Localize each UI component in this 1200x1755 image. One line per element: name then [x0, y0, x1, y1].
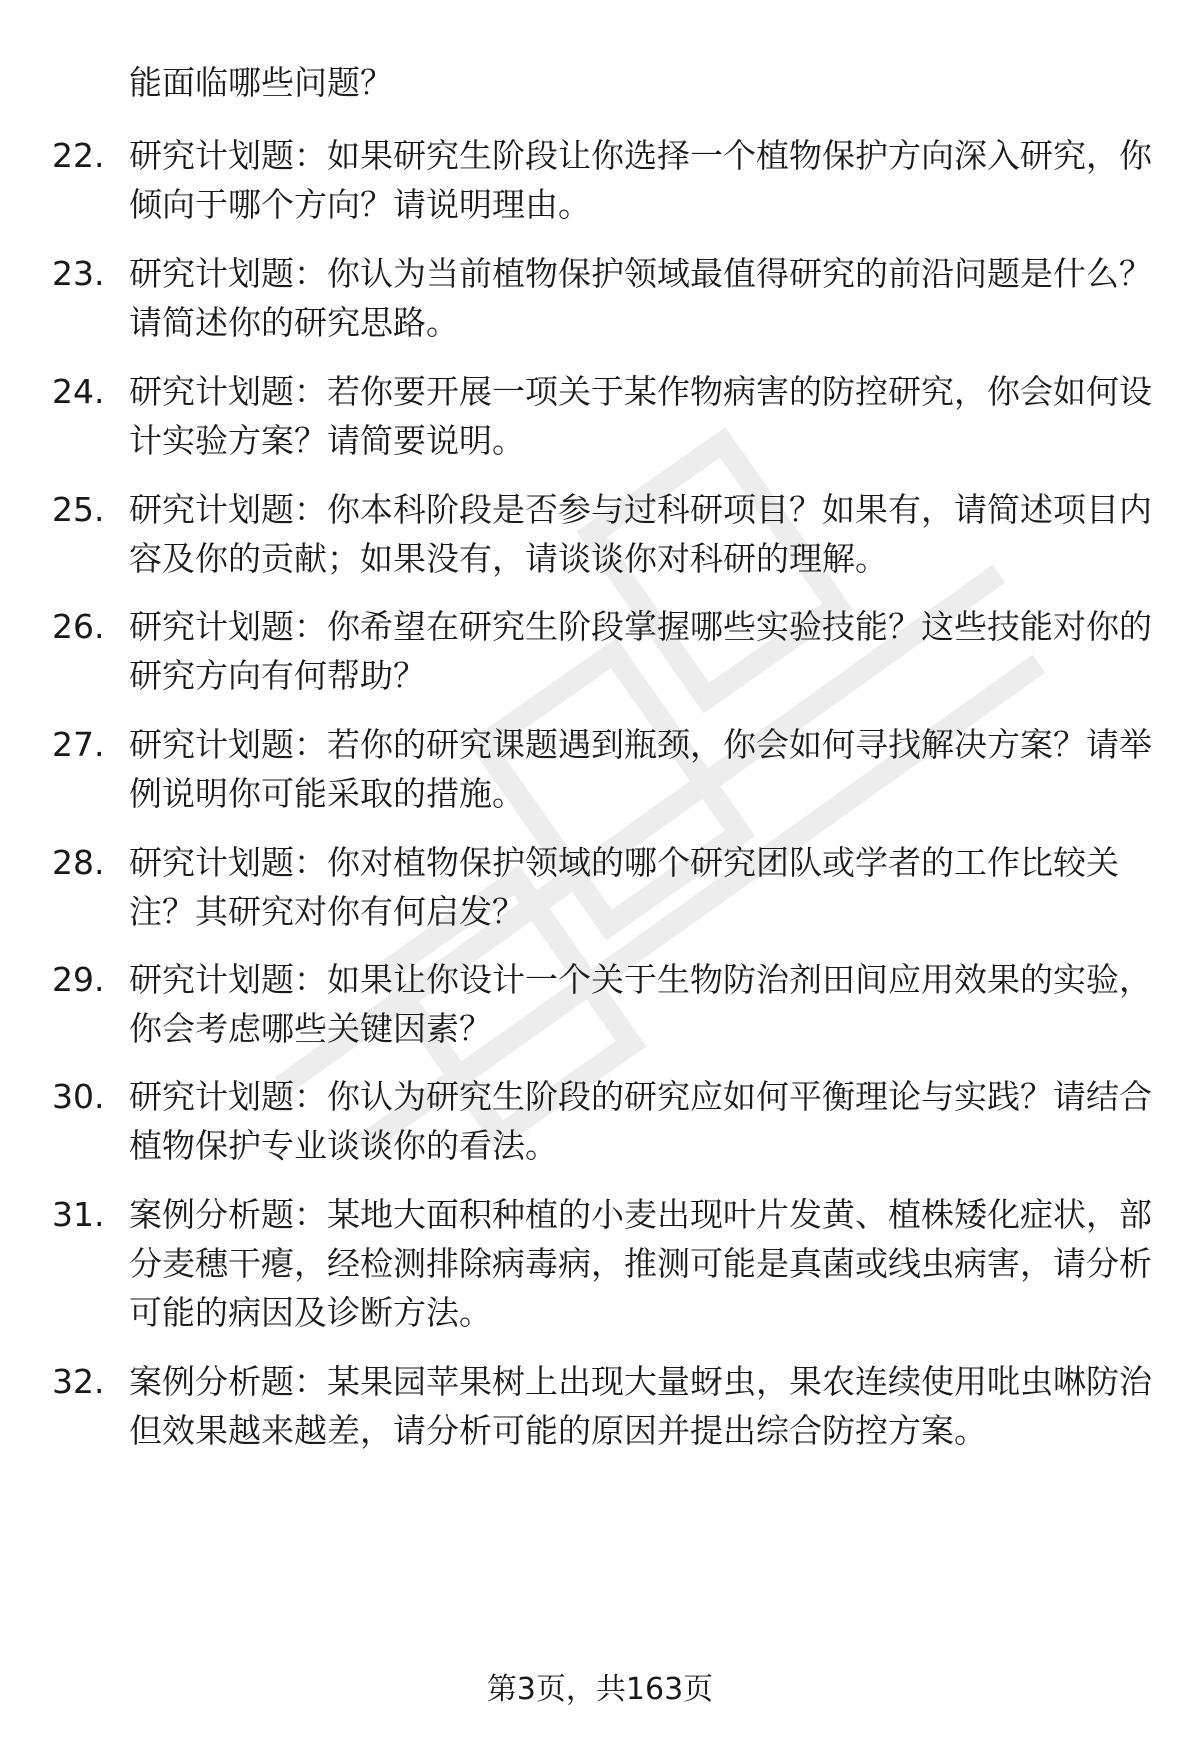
- question-number: 23.: [52, 254, 105, 293]
- question-text: 研究计划题：如果研究生阶段让你选择一个植物保护方向深入研究，你倾向于哪个方向？请说明理由。: [129, 136, 1152, 224]
- question-text: 研究计划题：你对植物保护领域的哪个研究团队或学者的工作比较关注？其研究对你有何启发？: [129, 843, 1119, 931]
- page-footer: 第3页，共163页: [486, 1672, 714, 1707]
- question-number: 27.: [52, 725, 105, 764]
- question-number: 24.: [52, 372, 105, 411]
- question-number: 22.: [52, 136, 105, 175]
- question-text: 案例分析题：某果园苹果树上出现大量蚜虫，果农连续使用吡虫啉防治但效果越来越差，请分析可能的原因并提出综合防控方案。: [129, 1362, 1152, 1450]
- question-text: 研究计划题：如果让你设计一个关于生物防治剂田间应用效果的实验，你会考虑哪些关键因素？: [129, 960, 1152, 1048]
- question-number: 26.: [52, 607, 105, 646]
- question-number: 32.: [52, 1362, 105, 1401]
- question-text: 研究计划题：你本科阶段是否参与过科研项目？如果有，请简述项目内容及你的贡献；如果没有，请谈谈你对科研的理解。: [129, 490, 1152, 578]
- question-text: 研究计划题：你希望在研究生阶段掌握哪些实验技能？这些技能对你的研究方向有何帮助？: [129, 607, 1152, 695]
- question-text: 研究计划题：若你要开展一项关于某作物病害的防控研究，你会如何设计实验方案？请简要说明。: [129, 372, 1152, 460]
- question-text: 研究计划题：若你的研究课题遇到瓶颈，你会如何寻找解决方案？请举例说明你可能采取的措施。: [129, 725, 1152, 813]
- question-text: 研究计划题：你认为研究生阶段的研究应如何平衡理论与实践？请结合植物保护专业谈谈你的看法。: [129, 1077, 1152, 1165]
- continuation-text: 能面临哪些问题？: [129, 63, 393, 102]
- question-number: 29.: [52, 960, 105, 999]
- question-number: 25.: [52, 490, 105, 529]
- question-text: 研究计划题：你认为当前植物保护领域最值得研究的前沿问题是什么？请简述你的研究思路。: [129, 254, 1152, 342]
- question-number: 28.: [52, 843, 105, 882]
- question-text: 案例分析题：某地大面积种植的小麦出现叶片发黄、植株矮化症状，部分麦穗干瘪，经检测排除病毒病，推测可能是真菌或线虫病害，请分析可能的病因及诊断方法。: [129, 1195, 1152, 1332]
- question-number: 31.: [52, 1195, 105, 1234]
- question-number: 30.: [52, 1077, 105, 1116]
